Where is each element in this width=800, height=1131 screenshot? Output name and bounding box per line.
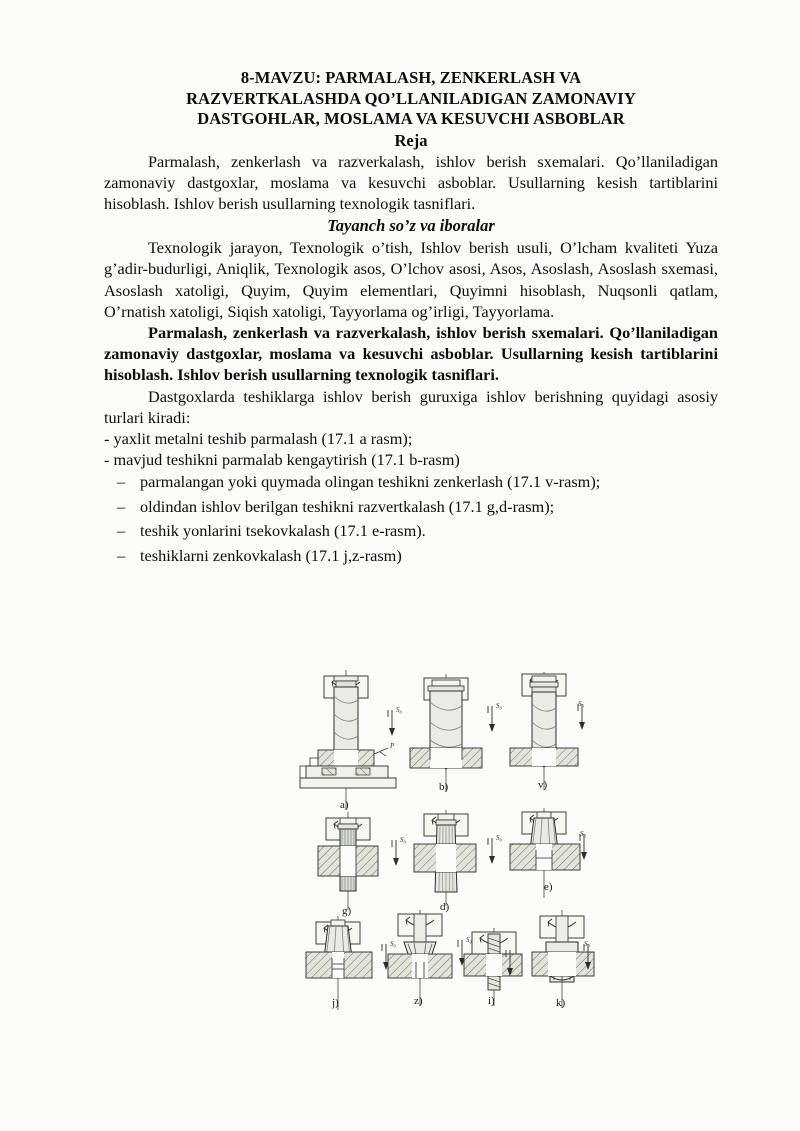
dash-item-1: - yaxlit metalni teshib parmalash (17.1 a rasm); bbox=[104, 428, 413, 448]
panel-z bbox=[388, 910, 473, 1007]
figure-svg bbox=[296, 662, 596, 1062]
page-title bbox=[104, 0, 718, 130]
intro-paragraph: Parmalash, zenkerlash va razverkalash, ishlov berish sxemalari. Qo’llaniladigan zamonaviy dastgoxlar, moslama va kesuvchi asboblar. Usullarning kesish tartiblarini hisoblash. Ishlov berish usullarning texnologik tasniflari. bbox=[104, 151, 718, 213]
list-item bbox=[104, 470, 718, 495]
panel-label-b: b) bbox=[439, 781, 449, 793]
list-item bbox=[104, 544, 718, 569]
keywords-paragraph: Texnologik jarayon, Texnologik o’tish, Ishlov berish usuli, O’lcham kvaliteti Yuza g’adir-budurligi, Aniqlik, Texnologik asos, O’lchov asosi, Asos, Asoslash, Asoslash sxemasi, Asoslash xatoligi, Quyim, Quyim elementlari, Quyimni hisoblash, Nuqsonli qatlam, O’rnatish xatoligi, Siqish xatoligi, Tayyorlama og’irligi, Tayyorlama. bbox=[104, 238, 718, 321]
page-title-line-2: RAZVERTKALASHDA QO’LLANILADIGAN ZAMONAVIY bbox=[186, 88, 636, 108]
dash-item-2: - mavjud teshikni parmalab kengaytirish (17.1 b-rasm) bbox=[104, 450, 460, 470]
panel-g bbox=[318, 812, 407, 917]
document-content bbox=[104, 0, 718, 568]
list-item-label: teshik yonlarini tsekovkalash (17.1 e-rasm). bbox=[140, 521, 426, 541]
bullet-list bbox=[104, 470, 718, 568]
dash-bullet-icon: – bbox=[117, 496, 126, 516]
list-item bbox=[104, 495, 718, 520]
panel-e bbox=[510, 808, 587, 898]
feed-symbol-j: S₀ bbox=[390, 940, 396, 948]
feed-symbol-k: S₀ bbox=[584, 940, 590, 948]
panel-d bbox=[414, 810, 503, 913]
feed-symbol-z: S₀ bbox=[466, 936, 472, 944]
feed-symbol-b: S₀ bbox=[496, 702, 502, 710]
figure-hole-machining-operations bbox=[296, 662, 596, 1062]
panel-label-v: v) bbox=[538, 779, 548, 791]
panel-label-z: z) bbox=[414, 995, 423, 1007]
feed-symbol-v: S₀ bbox=[578, 700, 584, 708]
feed-symbol-a: S₀ bbox=[396, 706, 402, 714]
feed-symbol-d: S₀ bbox=[496, 834, 502, 842]
feed-symbol-e: S₀ bbox=[580, 830, 586, 838]
panel-a bbox=[300, 670, 403, 811]
list-item-label: oldindan ishlov berilgan teshikni razvertkalash (17.1 g,d-rasm); bbox=[140, 496, 555, 516]
panel-label-g: g) bbox=[342, 905, 352, 917]
panel-k bbox=[532, 910, 594, 1009]
panel-v bbox=[510, 672, 585, 791]
dash-bullet-icon: – bbox=[117, 545, 126, 565]
panel-label-d: d) bbox=[440, 901, 450, 913]
bold-summary-paragraph: Parmalash, zenkerlash va razverkalash, ishlov berish sxemalari. Qo’llaniladigan zamonaviy dastgoxlar, moslama va kesuvchi asboblar. Usullarning kesish tartiblarini hisoblash. Ishlov berish usullarning texnologik tasniflari. bbox=[104, 322, 718, 385]
panel-label-k: k) bbox=[556, 997, 566, 1009]
feed-label-a: P bbox=[390, 742, 395, 750]
list-item bbox=[104, 519, 718, 544]
reja-heading: Reja bbox=[394, 130, 428, 150]
panel-label-i: i) bbox=[488, 995, 495, 1007]
dash-bullet-icon: – bbox=[117, 521, 126, 541]
panel-b bbox=[410, 674, 503, 793]
list-item-label: parmalangan yoki quymada olingan teshikni zenkerlash (17.1 v-rasm); bbox=[140, 472, 601, 492]
page-title-line-1: 8-MAVZU: PARMALASH, ZENKERLASH VA bbox=[240, 68, 582, 87]
keywords-heading: Tayanch so’z va iboralar bbox=[327, 216, 495, 236]
dash-bullet-icon: – bbox=[117, 472, 126, 492]
body-paragraph: Dastgoxlarda teshiklarga ishlov berish guruxiga ishlov berishning quyidagi asosiy turlari kiradi: bbox=[104, 386, 718, 427]
page-title-line-3: DASTGOHLAR, MOSLAMA VA KESUVCHI ASBOBLAR bbox=[197, 109, 625, 128]
panel-j bbox=[306, 916, 397, 1010]
feed-symbol-g: S₀ bbox=[400, 836, 406, 844]
list-item-label: teshiklarni zenkovkalash (17.1 j,z-rasm) bbox=[140, 545, 402, 565]
panel-label-j: j) bbox=[332, 997, 339, 1009]
panel-label-e: e) bbox=[544, 881, 553, 893]
panel-label-a: a) bbox=[340, 799, 349, 811]
panel-i bbox=[464, 928, 522, 1007]
